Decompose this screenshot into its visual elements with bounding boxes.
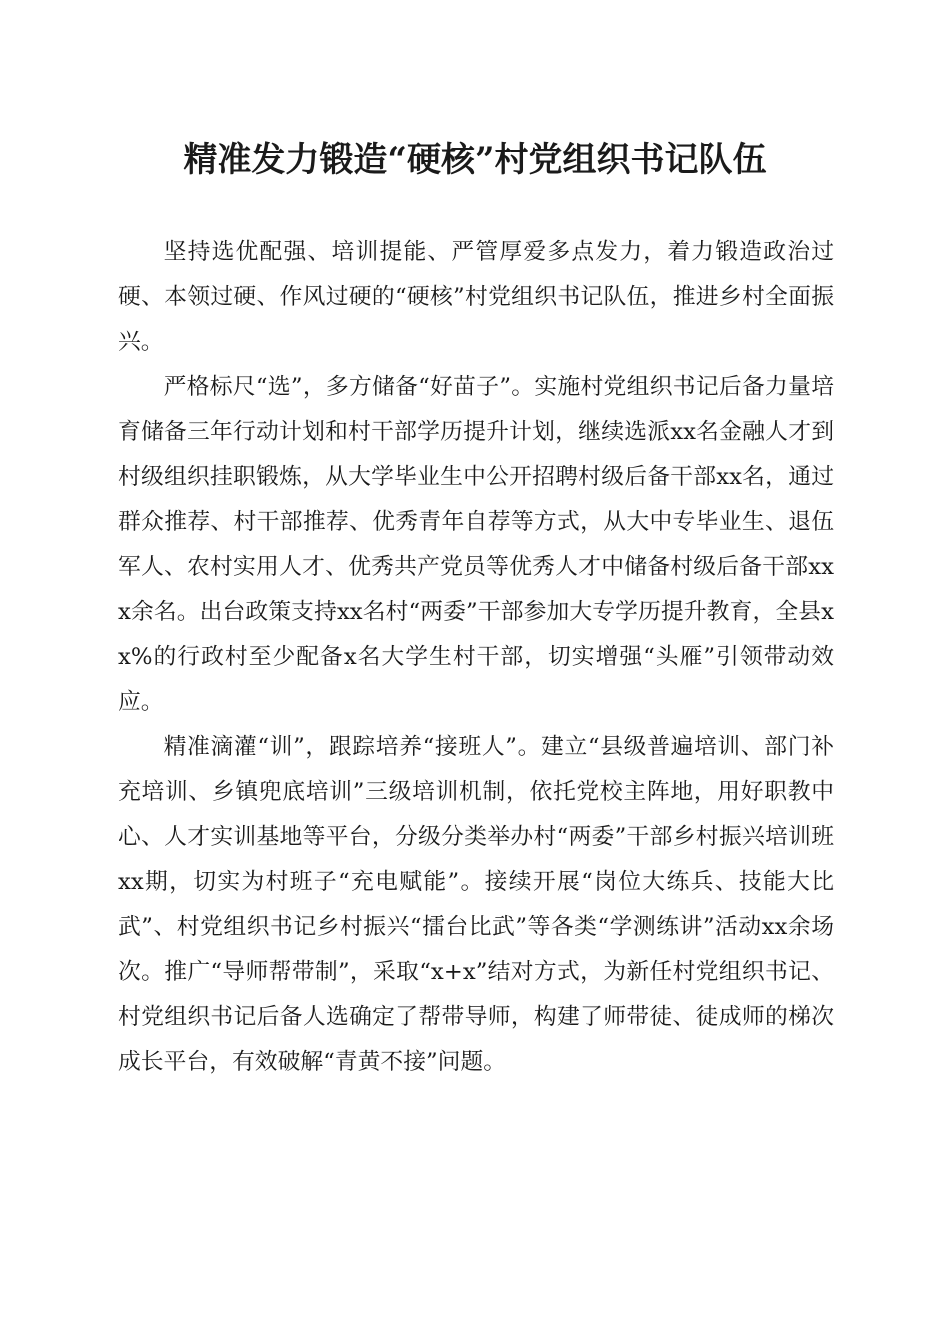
paragraph-selection: 严格标尺“选”，多方储备“好苗子”。实施村党组织书记后备力量培育储备三年行动计划和村干部学历提升计划，继续选派xx名金融人才到村级组织挂职锻炼，从大学毕业生中公开招聘村级后备干部xx名，通过群众推荐、村干部推荐、优秀青年自荐等方式，从大中专毕业生、退伍军人、农村实用人才、优秀共产党员等优秀人才中储备村级后备干部xxx余名。出台政策支持xx名村“两委”干部参加大专学历提升教育，全县xx%的行政村至少配备x名大学生村干部，切实增强“头雁”引领带动效应。 xyxy=(118,374,834,715)
document-title: 精准发力锻造“硬核”村党组织书记队伍 xyxy=(183,140,767,180)
paragraph-training: 精准滴灌“训”，跟踪培养“接班人”。建立“县级普遍培训、部门补充培训、乡镇兜底培训”三级培训机制，依托党校主阵地，用好职教中心、人才实训基地等平台，分级分类举办村“两委”干部乡村振兴培训班xx期，切实为村班子“充电赋能”。接续开展“岗位大练兵、技能大比武”、村党组织书记乡村振兴“擂台比武”等各类“学测练讲”活动xx余场次。推广“导师帮带制”，采取“x+x”结对方式，为新任村党组织书记、村党组织书记后备人选确定了帮带导师，构建了师带徒、徒成师的梯次成长平台，有效破解“青黄不接”问题。 xyxy=(118,734,834,1075)
paragraph-intro: 坚持选优配强、培训提能、严管厚爱多点发力，着力锻造政治过硬、本领过硬、作风过硬的“硬核”村党组织书记队伍，推进乡村全面振兴。 xyxy=(118,239,834,355)
document-body xyxy=(118,230,834,1085)
